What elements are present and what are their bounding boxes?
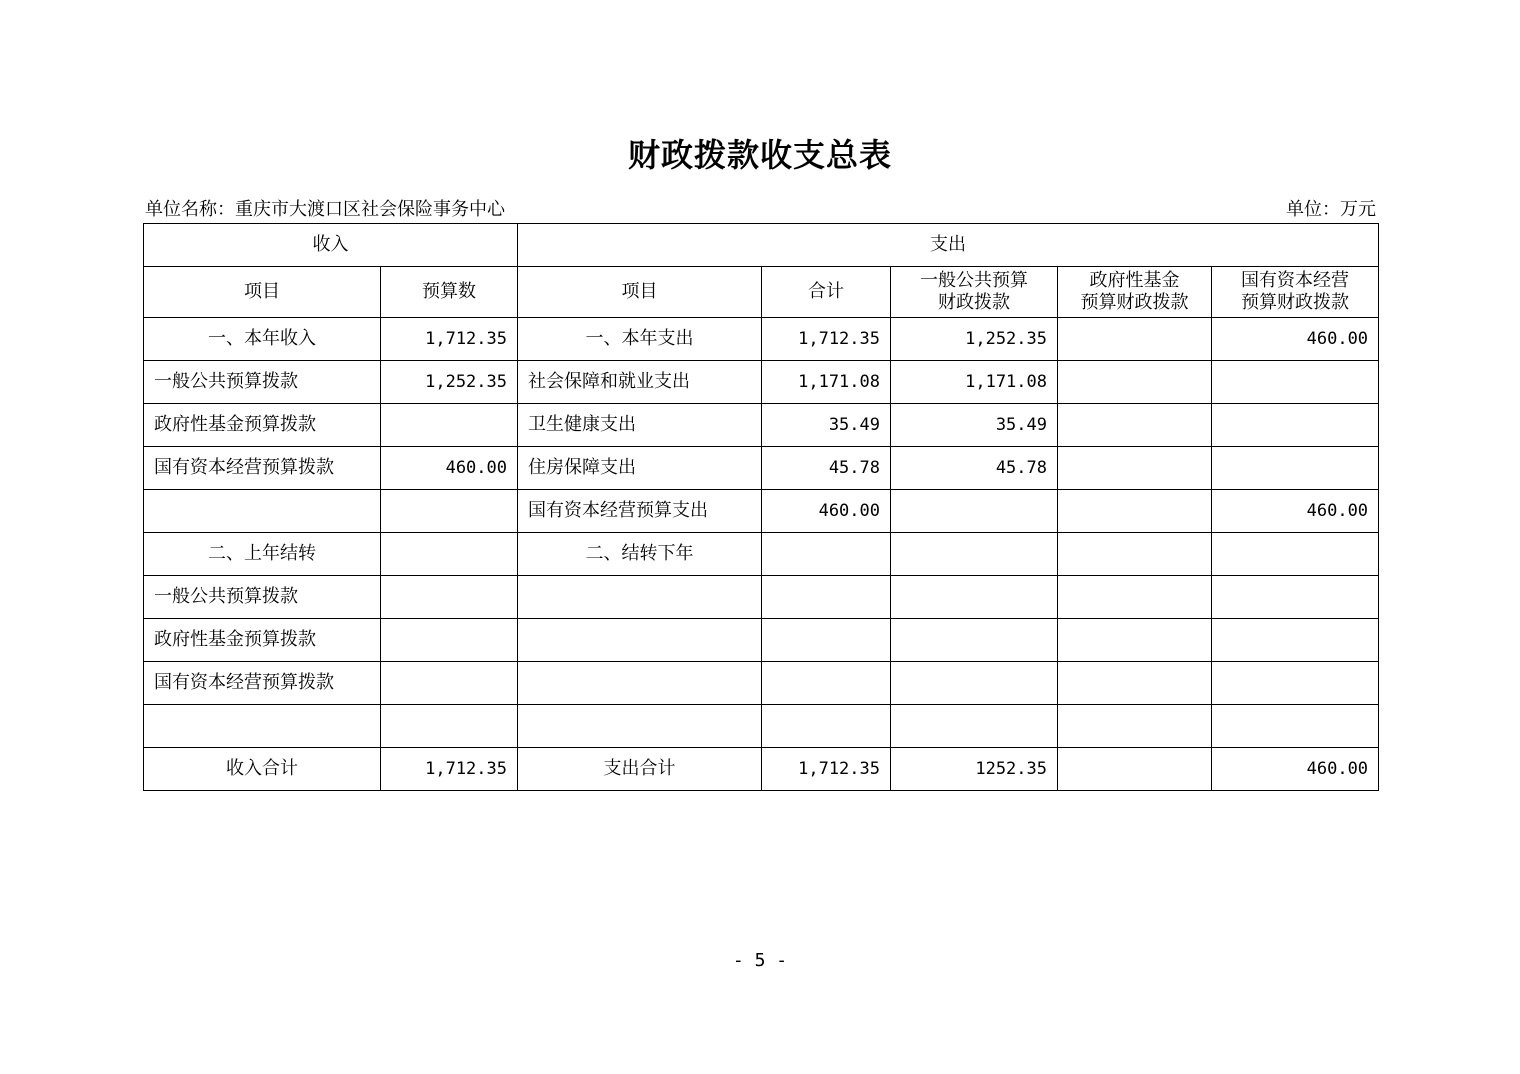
total-cell xyxy=(762,533,891,576)
state-capital-cell: 460.00 xyxy=(1212,318,1379,361)
state-capital-header xyxy=(1212,267,1379,318)
page-number: - 5 - xyxy=(732,950,788,971)
total-cell: 35.49 xyxy=(762,404,891,447)
general-budget-cell xyxy=(891,533,1058,576)
general-budget-total: 1252.35 xyxy=(891,748,1058,791)
income-value-cell xyxy=(381,619,518,662)
state-capital-cell xyxy=(1212,705,1379,748)
gov-fund-header-line2: 预算财政拨款 xyxy=(1080,292,1189,313)
state-capital-total: 460.00 xyxy=(1212,748,1379,791)
state-capital-header-line1: 国有资本经营 xyxy=(1241,270,1350,291)
total-cell: 1,171.08 xyxy=(762,361,891,404)
income-budget-header: 预算数 xyxy=(381,267,518,318)
gov-fund-cell xyxy=(1058,447,1212,490)
gov-fund-total xyxy=(1058,748,1212,791)
total-cell xyxy=(762,662,891,705)
state-capital-cell xyxy=(1212,576,1379,619)
unit-name-label: 单位名称：重庆市大渡口区社会保险事务中心 xyxy=(145,199,505,220)
income-item-cell xyxy=(144,705,381,748)
table-row xyxy=(144,404,1379,447)
total-cell xyxy=(762,576,891,619)
state-capital-cell: 460.00 xyxy=(1212,490,1379,533)
total-header: 合计 xyxy=(762,267,891,318)
total-cell: 45.78 xyxy=(762,447,891,490)
table-row xyxy=(144,533,1379,576)
income-item-header: 项目 xyxy=(144,267,381,318)
state-capital-cell xyxy=(1212,447,1379,490)
expense-item-cell: 一、本年支出 xyxy=(518,318,762,361)
income-total-label: 收入合计 xyxy=(144,748,381,791)
general-budget-cell xyxy=(891,576,1058,619)
expense-item-header: 项目 xyxy=(518,267,762,318)
gov-fund-cell xyxy=(1058,705,1212,748)
general-budget-header-line2: 财政拨款 xyxy=(938,292,1010,313)
expense-item-cell xyxy=(518,662,762,705)
state-capital-cell xyxy=(1212,619,1379,662)
general-budget-cell: 45.78 xyxy=(891,447,1058,490)
total-cell: 1,712.35 xyxy=(762,318,891,361)
expense-item-cell: 卫生健康支出 xyxy=(518,404,762,447)
table-row xyxy=(144,447,1379,490)
state-capital-cell xyxy=(1212,662,1379,705)
table-row xyxy=(144,619,1379,662)
expense-item-cell xyxy=(518,619,762,662)
gov-fund-cell xyxy=(1058,619,1212,662)
table-row xyxy=(144,490,1379,533)
table-column-header-row xyxy=(144,267,1379,318)
income-item-cell: 一般公共预算拨款 xyxy=(144,361,381,404)
income-item-cell: 政府性基金预算拨款 xyxy=(144,404,381,447)
income-value-cell xyxy=(381,533,518,576)
gov-fund-header-line1: 政府性基金 xyxy=(1089,270,1180,291)
expense-total-label: 支出合计 xyxy=(518,748,762,791)
expense-item-cell xyxy=(518,576,762,619)
general-budget-cell: 1,252.35 xyxy=(891,318,1058,361)
gov-fund-cell xyxy=(1058,361,1212,404)
gov-fund-cell xyxy=(1058,533,1212,576)
table-row xyxy=(144,662,1379,705)
income-value-cell xyxy=(381,705,518,748)
income-item-cell: 一、本年收入 xyxy=(144,318,381,361)
income-item-cell: 二、上年结转 xyxy=(144,533,381,576)
general-budget-header-line1: 一般公共预算 xyxy=(920,270,1028,291)
general-budget-cell: 35.49 xyxy=(891,404,1058,447)
table-row xyxy=(144,361,1379,404)
table-row xyxy=(144,318,1379,361)
income-value-cell: 1,712.35 xyxy=(381,318,518,361)
total-cell: 460.00 xyxy=(762,490,891,533)
expense-total-value: 1,712.35 xyxy=(762,748,891,791)
general-budget-cell xyxy=(891,619,1058,662)
income-item-cell: 国有资本经营预算拨款 xyxy=(144,662,381,705)
expense-item-cell: 社会保障和就业支出 xyxy=(518,361,762,404)
gov-fund-header xyxy=(1058,267,1212,318)
income-value-cell xyxy=(381,576,518,619)
gov-fund-cell xyxy=(1058,318,1212,361)
general-budget-cell xyxy=(891,662,1058,705)
table-row xyxy=(144,705,1379,748)
income-item-cell xyxy=(144,490,381,533)
state-capital-cell xyxy=(1212,361,1379,404)
income-item-cell: 一般公共预算拨款 xyxy=(144,576,381,619)
expense-item-cell xyxy=(518,705,762,748)
income-value-cell xyxy=(381,490,518,533)
state-capital-header-line2: 预算财政拨款 xyxy=(1241,292,1350,313)
general-budget-cell: 1,171.08 xyxy=(891,361,1058,404)
general-budget-cell xyxy=(891,705,1058,748)
state-capital-cell xyxy=(1212,404,1379,447)
expense-item-cell: 二、结转下年 xyxy=(518,533,762,576)
expense-item-cell: 国有资本经营预算支出 xyxy=(518,490,762,533)
expense-item-cell: 住房保障支出 xyxy=(518,447,762,490)
expense-header: 支出 xyxy=(518,224,1379,267)
income-total-value: 1,712.35 xyxy=(381,748,518,791)
total-cell xyxy=(762,705,891,748)
gov-fund-cell xyxy=(1058,576,1212,619)
table-row xyxy=(144,576,1379,619)
income-value-cell: 460.00 xyxy=(381,447,518,490)
income-header: 收入 xyxy=(144,224,518,267)
income-item-cell: 政府性基金预算拨款 xyxy=(144,619,381,662)
income-value-cell xyxy=(381,662,518,705)
income-value-cell xyxy=(381,404,518,447)
table-total-row xyxy=(144,748,1379,791)
page-title: 财政拨款收支总表 xyxy=(627,136,892,174)
table-header-group-row xyxy=(144,224,1379,267)
general-budget-header xyxy=(891,267,1058,318)
state-capital-cell xyxy=(1212,533,1379,576)
total-cell xyxy=(762,619,891,662)
income-item-cell: 国有资本经营预算拨款 xyxy=(144,447,381,490)
budget-summary-table xyxy=(143,223,1379,791)
income-value-cell: 1,252.35 xyxy=(381,361,518,404)
gov-fund-cell xyxy=(1058,404,1212,447)
gov-fund-cell xyxy=(1058,490,1212,533)
general-budget-cell xyxy=(891,490,1058,533)
gov-fund-cell xyxy=(1058,662,1212,705)
currency-unit-label: 单位：万元 xyxy=(1286,199,1376,220)
